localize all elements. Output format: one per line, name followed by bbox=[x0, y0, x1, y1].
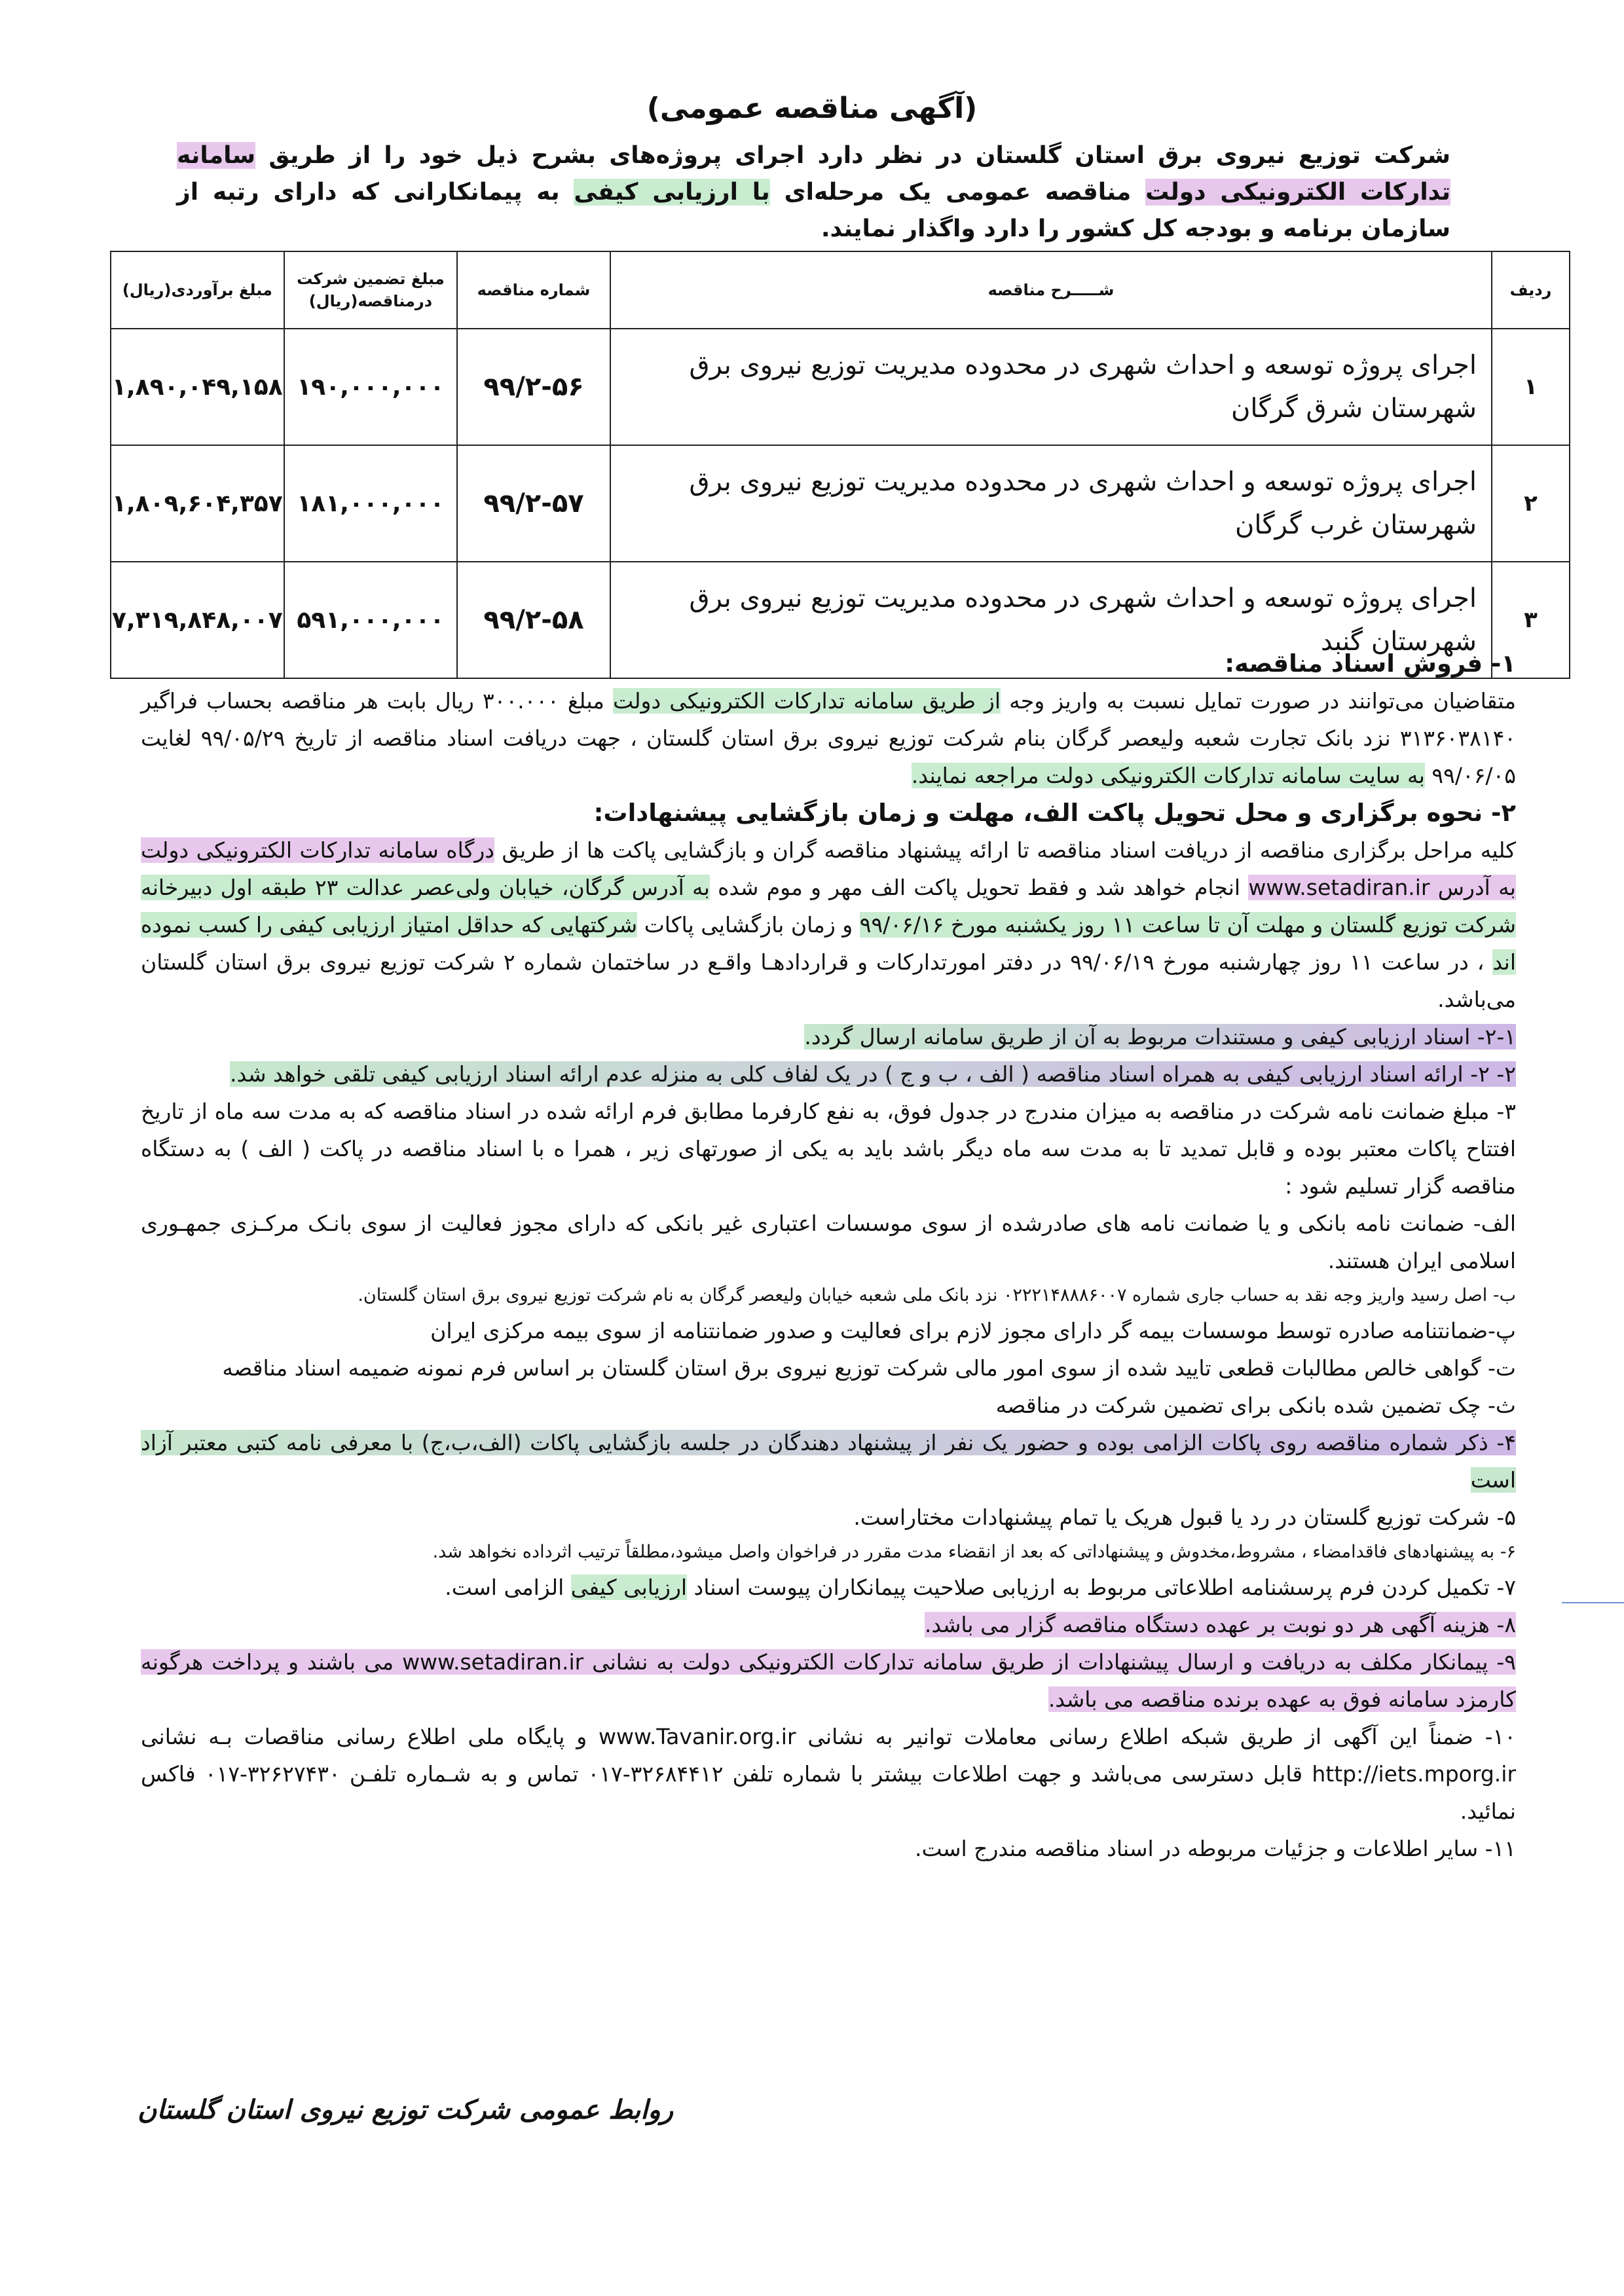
s1-text-c: مبلغ ۳۰۰.۰۰۰ ریال بابت هر مناقصه بحساب فراگیر ۳۱۳۶۰۳۸۱۴۰ نزد بانک تجارت شعبه ولیعصر گرگان بنام شرکت توزیع نیروی برق استان گلستان ، جهت دریافت اسناد مناقصه از تاریخ ۹۹/۰۵/۲۹ لغایت ۹۹/۰۶/۰۵ bbox=[141, 688, 1517, 788]
section-3: ۳- مبلغ ضمانت نامه شرکت در مناقصه به میزان مندرج در جدول فوق، به نفع کارفرما مطابق فرم ارائه شده در اسناد مناقصه که به مدت سه ماه از تاریخ افتتاح پاکات معتبر بوده و قابل تمدید تا به مدت سه ماه دیگر باشد باید به یکی از صورتهای زیر ، همرا ه با اسناد مناقصه در پاکت ( الف ) به دستگاه مناقصه گزار تسلیم شود : bbox=[141, 1099, 1516, 1199]
section-8 bbox=[141, 1606, 1516, 1643]
row-guarantee: ۱۹۰,۰۰۰,۰۰۰ bbox=[284, 329, 457, 445]
s2-text-a: کلیه مراحل برگزاری مناقصه از دریافت اسناد مناقصه تا ارائه پیشنهاد مناقصه گران و بازگشایی پاکت ها از طریق bbox=[494, 837, 1516, 863]
s22-text: ۲- ۲- ارائه اسناد ارزیابی کیفی به همراه اسناد مناقصه ( الف ، ب و ج ) در یک لفاف کلی به منزله عدم ارائه اسناد ارزیابی کیفی تلقی خواهد شد. bbox=[230, 1061, 1516, 1087]
section-1-heading: ۱- فروش اسناد مناقصه: bbox=[1225, 649, 1516, 678]
section-2-heading: ۲- نحوه برگزاری و محل تحویل پاکت الف، مهلت و زمان بازگشایی پیشنهادات: bbox=[593, 799, 1516, 827]
row-idx: ۱ bbox=[1492, 329, 1570, 445]
s2-text-e: و زمان بازگشایی پاکات bbox=[637, 912, 860, 938]
header-desc: شـــــرح مناقصه bbox=[610, 251, 1492, 329]
section-2-1 bbox=[141, 1018, 1516, 1055]
section-3-pe: پ-ضمانتنامه صادره توسط موسسات بیمه گر دارای مجوز لازم برای فعالیت و صدور ضمانتنامه از سوی بیمه مرکزی ایران bbox=[430, 1318, 1516, 1343]
s2-text-c: انجام خواهد شد و فقط تحویل پاکت الف مهر و موم شده bbox=[709, 875, 1249, 900]
row-desc: اجرای پروژه توسعه و احداث شهری در محدوده مدیریت توزیع نیروی برق شهرستان گنبد bbox=[610, 562, 1492, 678]
s1-highlight-system: از طریق سامانه تدارکات الکترونیکی دولت bbox=[613, 688, 1001, 714]
header-idx: ردیف bbox=[1492, 251, 1570, 329]
header-guarantee: مبلغ تضمین شرکت درمناقصه(ریال) bbox=[284, 251, 457, 329]
row-desc: اجرای پروژه توسعه و احداث شهری در محدوده مدیریت توزیع نیروی برق شهرستان شرق گرگان bbox=[610, 329, 1492, 445]
table-row bbox=[111, 445, 1570, 562]
s7-highlight: ارزیابی کیفی bbox=[570, 1575, 688, 1600]
section-4 bbox=[141, 1424, 1516, 1499]
section-1-text bbox=[141, 682, 1516, 794]
signature: روابط عمومی شرکت توزیع نیروی استان گلستان bbox=[138, 2095, 674, 2125]
row-idx: ۲ bbox=[1492, 445, 1570, 562]
tender-table bbox=[110, 251, 1570, 679]
s7-text-a: ۷- تکمیل کردن فرم پرسشنامه اطلاعاتی مربوط به ارزیابی صلاحیت پیمانکاران پیوست اسناد bbox=[687, 1575, 1516, 1600]
margin-mark bbox=[1562, 1602, 1624, 1603]
section-3-be: ب- اصل رسید واریز وجه نقد به حساب جاری شماره ۰۲۲۲۱۴۸۸۸۶۰۰۷ نزد بانک ملی شعبه خیابان ولیعصر گرگان به نام شرکت توزیع نیروی برق استان گلستان. bbox=[358, 1285, 1516, 1305]
section-3-te: ت- گواهی خالص مطالبات قطعی تایید شده از سوی امور مالی شرکت توزیع نیروی برق استان گلستان بر اساس فرم نمونه ضمیمه اسناد مناقصه bbox=[222, 1355, 1516, 1381]
row-number: ۹۹/۲-۵۶ bbox=[457, 329, 610, 445]
s2-highlight-address: به آدرس گرگان، خیابان ولی‌عصر عدالت ۲۳ طبقه اول دبیرخانه شرکت توزیع گلستان و مهلت آن تا ساعت ۱۱ روز یکشنبه مورخ ۹۹/۰۶/۱۶ bbox=[141, 875, 1516, 938]
s1-highlight-site: به سایت سامانه تدارکات الکترونیکی دولت مراجعه نمایند. bbox=[911, 763, 1425, 788]
section-2-text bbox=[141, 831, 1516, 1018]
s2-highlight-companies: شرکتهایی که حداقل امتیاز ارزیابی کیفی را کسب نموده اند bbox=[141, 912, 1516, 975]
s1-text-a: متقاضیان می‌توانند در صورت تمایل نسبت به واریز وجه bbox=[1001, 688, 1517, 714]
table-row bbox=[111, 329, 1570, 445]
intro-text-1: شرکت توزیع نیروی برق استان گلستان در نظر دارد اجرای پروژه‌های بشرح ذیل خود را از طریق bbox=[255, 142, 1450, 169]
header-number: شماره مناقصه bbox=[457, 251, 610, 329]
row-desc: اجرای پروژه توسعه و احداث شهری در محدوده مدیریت توزیع نیروی برق شهرستان غرب گرگان bbox=[610, 445, 1492, 562]
section-7 bbox=[141, 1569, 1516, 1606]
s21-text: ۲-۱- اسناد ارزیابی کیفی و مستندات مربوط به آن از طریق سامانه ارسال گردد. bbox=[804, 1024, 1516, 1049]
s9-text: ۹- پیمانکار مکلف به دریافت و ارسال پیشنهادات از طریق سامانه تدارکات الکترونیکی دولت به نشانی www.setadiran.ir می باشند و پرداخت هرگونه کارمزد سامانه فوق به عهده برنده مناقصه می باشد. bbox=[141, 1649, 1516, 1712]
section-6: ۶- به پیشنهادهای فاقدامضاء ، مشروط،مخدوش و پیشنهاداتی که بعد از انقضاء مدت مقرر در فراخوان واصل میشود،مطلقاً ترتیب اثرداده نخواهد شد. bbox=[432, 1542, 1516, 1562]
s8-text: ۸- هزینه آگهی هر دو نوبت بر عهده دستگاه مناقصه گزار می باشد. bbox=[924, 1612, 1516, 1637]
row-guarantee: ۱۸۱,۰۰۰,۰۰۰ bbox=[284, 445, 457, 562]
row-number: ۹۹/۲-۵۷ bbox=[457, 445, 610, 562]
s7-text-c: الزامی است. bbox=[445, 1575, 571, 1600]
row-idx: ۳ bbox=[1492, 562, 1570, 678]
section-3-alef: الف- ضمانت نامه بانکی و یا ضمانت نامه های صادرشده از سوی موسسات اعتباری غیر بانکی که دارای مجوز فعالیت از سوی بانـک مرکـزی جمهـوری اسلامی ایران هستند. bbox=[141, 1211, 1516, 1273]
row-estimate: ۱,۸۹۰,۰۴۹,۱۵۸ bbox=[111, 329, 284, 445]
row-estimate: ۱,۸۰۹,۶۰۴,۳۵۷ bbox=[111, 445, 284, 562]
s2-text-g: ، در ساعت ۱۱ روز چهارشنبه مورخ ۹۹/۰۶/۱۹ در دفتر امورتدارکات و قراردادهـا واقـع در ساختمان شماره ۲ شرکت توزیع نیروی برق استان گلستان می‌باشد. bbox=[141, 949, 1516, 1012]
section-3-se: ث- چک تضمین شده بانکی برای تضمین شرکت در مناقصه bbox=[995, 1393, 1516, 1418]
section-2-2 bbox=[141, 1055, 1516, 1093]
s4-text: ۴- ذکر شماره مناقصه روی پاکات الزامی بوده و حضور یک نفر از پیشنهاد دهندگان در جلسه بازگشایی پاکات (الف،ب،ج) با معرفی نامه کتبی معتبر آزاد است bbox=[141, 1430, 1516, 1493]
intro-highlight-quality: با ارزیابی کیفی bbox=[574, 179, 770, 206]
section-11: ۱۱- سایر اطلاعات و جزئیات مربوطه در اسناد مناقصه مندرج است. bbox=[914, 1836, 1516, 1861]
table-header-row bbox=[111, 251, 1570, 329]
intro-highlight-system: سامانه تدارکات الکترونیکی دولت bbox=[177, 142, 1450, 206]
section-9 bbox=[141, 1643, 1516, 1718]
intro-paragraph bbox=[177, 137, 1450, 247]
row-estimate: ۷,۳۱۹,۸۴۸,۰۰۷ bbox=[111, 562, 284, 678]
header-estimate: مبلغ برآوردی(ریال) bbox=[111, 251, 284, 329]
notice-body bbox=[141, 645, 1516, 1867]
intro-text-2: مناقصه عمومی یک مرحله‌ای bbox=[769, 179, 1146, 206]
row-guarantee: ۵۹۱,۰۰۰,۰۰۰ bbox=[284, 562, 457, 678]
page-title: (آگهی مناقصه عمومی) bbox=[646, 92, 978, 125]
intro-text-3: به پیمانکارانی که دارای رتبه از سازمان برنامه و بودجه کل کشور را دارد واگذار نمایند. bbox=[177, 179, 1450, 242]
s2-highlight-portal: درگاه سامانه تدارکات الکترونیکی دولت به آدرس www.setadiran.ir bbox=[141, 837, 1516, 900]
row-number: ۹۹/۲-۵۸ bbox=[457, 562, 610, 678]
section-5: ۵- شرکت توزیع گلستان در رد یا قبول هریک یا تمام پیشنهادات مختاراست. bbox=[853, 1504, 1516, 1530]
section-10: ۱۰- ضمناً این آگهی از طریق شبکه اطلاع رسانی معاملات توانیر به نشانی www.Tavanir.org.ir و پایگاه ملی اطلاع رسانی مناقصات بـه نشانی http://iets.mporg.ir قابل دسترسی می‌باشد و جهت اطلاعات بیشتر با شماره تلفن ۳۲۶۸۴۴۱۲-۰۱۷ تماس و به شـماره تلفـن ۳۲۶۲۷۴۳۰-۰۱۷ فاکس نمائید. bbox=[141, 1724, 1517, 1824]
